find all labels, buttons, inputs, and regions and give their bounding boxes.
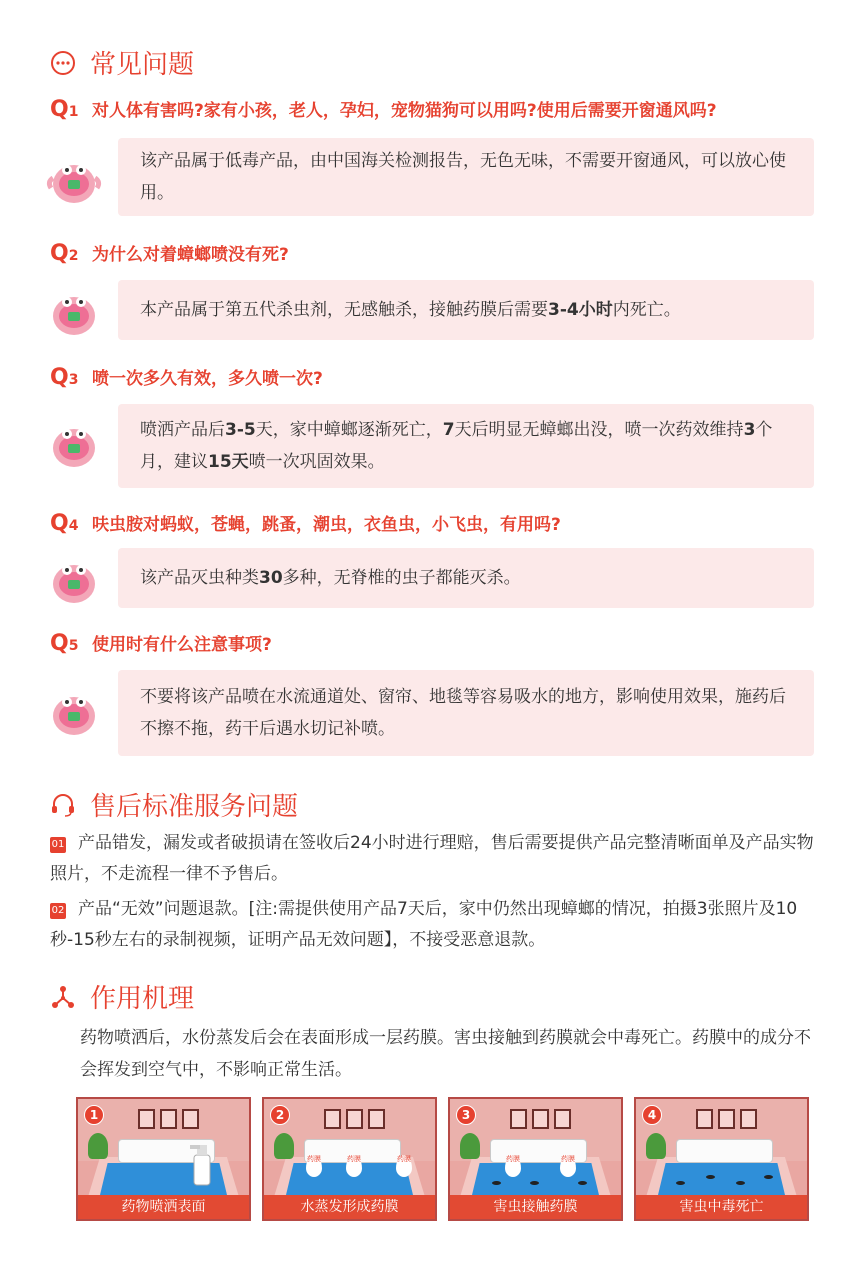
mechanism-step-2 <box>262 1097 437 1221</box>
plant-icon <box>646 1133 666 1159</box>
cockroach-icon <box>492 1181 501 1185</box>
q-badge: Q2 <box>50 241 79 266</box>
faq-question-4 <box>50 510 561 536</box>
service-title: 售后标准服务问题 <box>90 792 299 822</box>
spray-bottle-icon <box>190 1139 214 1187</box>
faq-answer-5 <box>118 670 814 756</box>
service-text: 产品错发，漏发或者破损请在签收后24小时进行理赔，售后需要提供产品完整清晰面单及产品实物照片，不走流程一律不予售后。 <box>50 833 814 884</box>
mechanism-step-4 <box>634 1097 809 1221</box>
film-drop-icon: 药膜 <box>396 1155 412 1177</box>
answer-text: 该产品属于低毒产品，由中国海关检测报告，无色无味，不需要开窗通风，可以放心使用。 <box>140 151 786 203</box>
answer-text: 喷洒产品后3-5天，家中蟑螂逐渐死亡，7天后明显无蟑螂出没，喷一次药效维持3个月，建议15天喷一次巩固效果。 <box>140 420 773 472</box>
step-caption: 害虫中毒死亡 <box>636 1195 807 1219</box>
item-number: 01 <box>50 837 66 853</box>
faq-answer-2 <box>118 280 814 340</box>
cockroach-icon <box>530 1181 539 1185</box>
mascot-icon <box>45 680 103 740</box>
q-badge: Q4 <box>50 511 79 536</box>
dead-cockroach-icon <box>676 1181 685 1185</box>
question-text: 为什么对着蟑螂喷没有死? <box>92 245 289 265</box>
step-number: 1 <box>84 1105 104 1125</box>
step-caption: 水蒸发形成药膜 <box>264 1195 435 1219</box>
film-drop-icon: 药膜 <box>346 1155 362 1177</box>
item-number: 02 <box>50 903 66 919</box>
faq-question-1 <box>50 96 717 122</box>
mechanism-title: 作用机理 <box>90 984 195 1014</box>
faq-section-title <box>50 44 194 81</box>
mechanism-description: 药物喷洒后，水份蒸发后会在表面形成一层药膜。害虫接触到药膜就会中毒死亡。药膜中的成分不会挥发到空气中，不影响正常生活。 <box>80 1028 811 1080</box>
step-number: 2 <box>270 1105 290 1125</box>
dead-cockroach-icon <box>706 1175 715 1179</box>
plant-icon <box>460 1133 480 1159</box>
mechanism-section-title <box>50 978 194 1015</box>
faq-title: 常见问题 <box>90 50 195 80</box>
faq-question-5 <box>50 630 272 656</box>
film-drop-icon: 药膜 <box>505 1155 521 1177</box>
step-caption: 害虫接触药膜 <box>450 1195 621 1219</box>
sofa-icon <box>676 1139 773 1163</box>
answer-text: 不要将该产品喷在水流通道处、窗帘、地毯等容易吸水的地方，影响使用效果，施药后不擦不拖，药干后遇水切记补喷。 <box>140 687 786 739</box>
service-item-1 <box>50 828 820 890</box>
step-number: 3 <box>456 1105 476 1125</box>
mascot-icon <box>45 148 103 208</box>
question-text: 喷一次多久有效，多久喷一次? <box>92 369 323 389</box>
mascot-icon <box>45 548 103 608</box>
step-caption: 药物喷洒表面 <box>78 1195 249 1219</box>
film-drop-icon: 药膜 <box>560 1155 576 1177</box>
plant-icon <box>88 1133 108 1159</box>
service-section-title <box>50 786 298 823</box>
molecule-icon <box>50 984 76 1010</box>
faq-answer-3 <box>118 404 814 488</box>
step-number: 4 <box>642 1105 662 1125</box>
faq-answer-1 <box>118 138 814 216</box>
question-text: 使用时有什么注意事项? <box>92 635 272 655</box>
answer-text: 该产品灭虫种类30多种，无脊椎的虫子都能灭杀。 <box>140 568 521 588</box>
cockroach-icon <box>578 1181 587 1185</box>
dead-cockroach-icon <box>764 1175 773 1179</box>
question-text: 对人体有害吗?家有小孩，老人，孕妇，宠物猫狗可以用吗?使用后需要开窗通风吗? <box>92 101 717 121</box>
faq-answer-4 <box>118 548 814 608</box>
service-item-2 <box>50 894 820 956</box>
q-badge: Q5 <box>50 631 79 656</box>
dead-cockroach-icon <box>736 1181 745 1185</box>
q-badge: Q1 <box>50 97 79 122</box>
film-drop-icon: 药膜 <box>306 1155 322 1177</box>
question-text: 呋虫胺对蚂蚁，苍蝇，跳蚤，潮虫，衣鱼虫，小飞虫，有用吗? <box>92 515 561 535</box>
mascot-icon <box>45 280 103 340</box>
service-text: 产品“无效”问题退款。[注:需提供使用产品7天后，家中仍然出现蟑螂的情况，拍摄3张照片及10秒-15秒左右的录制视频，证明产品无效问题】，不接受恶意退款。 <box>50 899 798 950</box>
faq-question-3 <box>50 364 323 390</box>
chat-bubble-icon <box>50 50 76 76</box>
mascot-icon <box>45 412 103 472</box>
mechanism-step-1 <box>76 1097 251 1221</box>
plant-icon <box>274 1133 294 1159</box>
q-badge: Q3 <box>50 365 79 390</box>
headset-icon <box>50 792 76 818</box>
answer-text: 本产品属于第五代杀虫剂，无感触杀，接触药膜后需要3-4小时内死亡。 <box>140 300 681 320</box>
mechanism-step-3 <box>448 1097 623 1221</box>
faq-question-2 <box>50 240 289 266</box>
